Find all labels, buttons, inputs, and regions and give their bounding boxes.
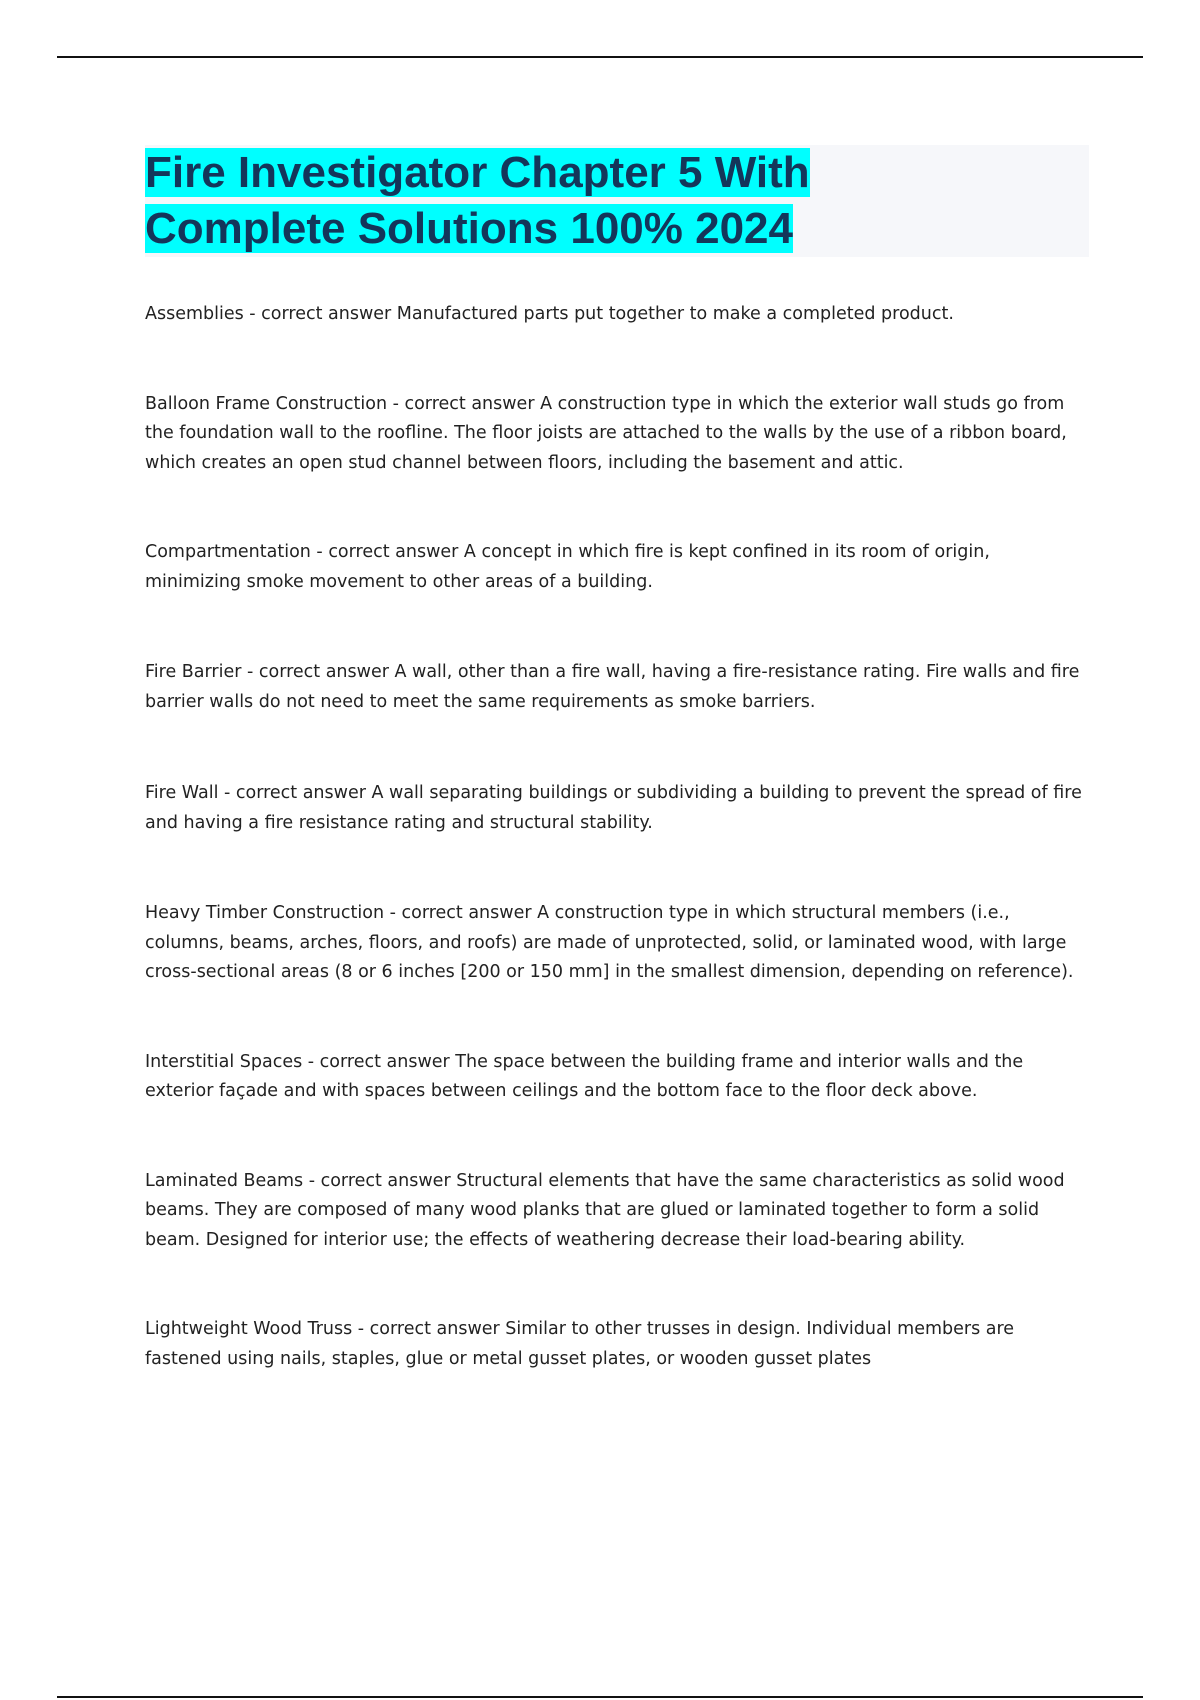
definition-entry-balloon-frame: Balloon Frame Construction - correct answer A construction type in which the exterior wall studs go from the foundation wall to the roofline. The floor joists are attached to the walls by the use of a ribbon board, which creates an open stud channel between floors, including the basement and attic. xyxy=(145,393,1067,473)
document-title xyxy=(145,145,1089,257)
bottom-divider xyxy=(57,1696,1143,1698)
definition-entry-compartmentation: Compartmentation - correct answer A concept in which fire is kept confined in its room of origin, minimizing smoke movement to other areas of a building. xyxy=(145,542,990,592)
definition-entry-laminated-beams: Laminated Beams - correct answer Structural elements that have the same characteristics as solid wood beams. They are composed of many wood planks that are glued or laminated together to form a solid beam. Designed for interior use; the effects of weathering decrease their load-bearing ability. xyxy=(145,1170,1065,1250)
definition-entry-fire-barrier: Fire Barrier - correct answer A wall, other than a fire wall, having a fire-resistance rating. Fire walls and fire barrier walls do not need to meet the same requirements as smoke barriers. xyxy=(145,662,1080,712)
definition-entry-lightweight-wood-truss: Lightweight Wood Truss - correct answer Similar to other trusses in design. Individual members are fastened using nails, staples, glue or metal gusset plates, or wooden gusset plates xyxy=(145,1319,1015,1369)
definition-list xyxy=(145,300,1090,1374)
title-block xyxy=(145,145,1089,257)
definition-entry-interstitial-spaces: Interstitial Spaces - correct answer The space between the building frame and interior walls and the exterior façade and with spaces between ceilings and the bottom face to the floor deck above. xyxy=(145,1051,1024,1101)
top-divider xyxy=(57,56,1143,58)
title-line-1: Fire Investigator Chapter 5 With xyxy=(145,148,810,197)
title-line-2: Complete Solutions 100% 2024 xyxy=(145,204,793,253)
definition-entry-fire-wall: Fire Wall - correct answer A wall separating buildings or subdividing a building to prevent the spread of fire and having a fire resistance rating and structural stability. xyxy=(145,783,1082,833)
definition-entry-heavy-timber: Heavy Timber Construction - correct answer A construction type in which structural members (i.e., columns, beams, arches, floors, and roofs) are made of unprotected, solid, or laminated wood, with large cross-sectional areas (8 or 6 inches [200 or 150 mm] in the smallest dimension, depending on reference). xyxy=(145,903,1074,982)
definition-entry-assemblies: Assemblies - correct answer Manufactured parts put together to make a completed product. xyxy=(145,304,954,324)
